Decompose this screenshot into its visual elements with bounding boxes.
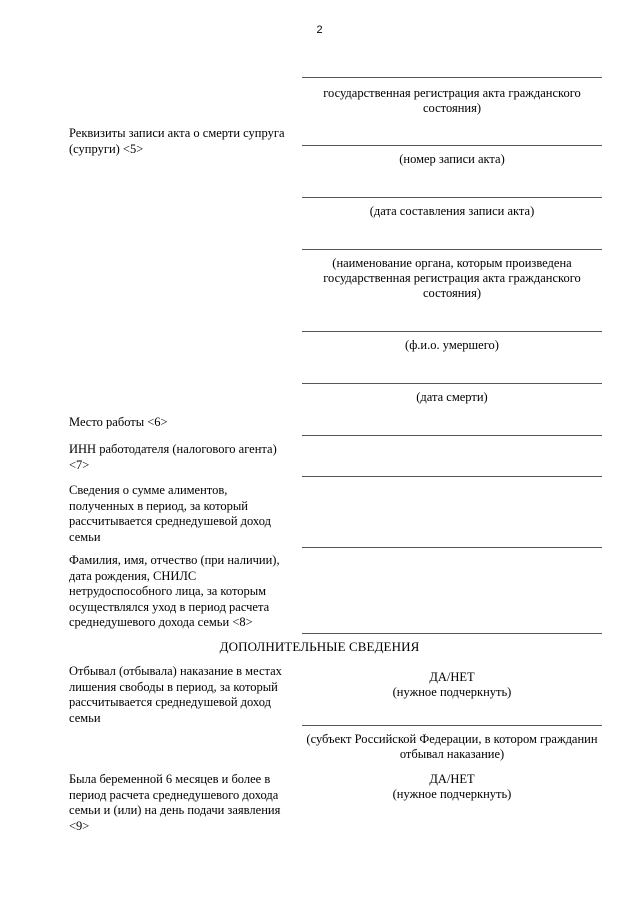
caption-record-date: (дата составления записи акта) [369,204,535,218]
yes-no-option-pregnancy[interactable]: ДА/НЕТ [429,772,475,786]
caption-underline-hint-pregnancy: (нужное подчеркнуть) [392,787,512,801]
label-workplace: Место работы <6> [69,415,168,429]
field-line-registration[interactable] [302,77,602,78]
label-pregnancy: Была беременной 6 месяцев и более в период расчета среднедушевого дохода семьи и (или) на день подачи заявления <9> [69,772,281,833]
label-disabled-person: Фамилия, имя, отчество (при наличии), дата рождения, СНИЛС нетрудоспособного лица, за которым осуществлялся уход в период расчета среднедушевого дохода семьи <8> [69,553,280,629]
caption-registration-continuation: государственная регистрация акта гражданского состояния) [323,86,581,115]
field-line-disabled-person[interactable] [302,633,602,634]
label-imprisonment: Отбывал (отбывала) наказание в местах лишения свободы в период, за который рассчитывается среднедушевой доход семьи [69,664,282,725]
field-line-federal-subject[interactable] [302,725,602,726]
caption-registry-office: (наименование органа, которым произведена государственная регистрация акта гражданского состояния) [323,256,581,300]
field-line-employer-inn[interactable] [302,476,602,477]
label-employer-inn: ИНН работодателя (налогового агента) <7> [69,442,277,472]
field-line-death-date[interactable] [302,383,602,384]
caption-federal-subject: (субъект Российской Федерации, в котором гражданин отбывал наказание) [306,732,598,761]
page-number: 2 [316,24,323,36]
section-title-additional-info: ДОПОЛНИТЕЛЬНЫЕ СВЕДЕНИЯ [219,639,420,654]
field-line-registry-office[interactable] [302,249,602,250]
caption-underline-hint-imprisonment: (нужное подчеркнуть) [392,685,512,699]
field-line-record-date[interactable] [302,197,602,198]
field-line-workplace[interactable] [302,435,602,436]
caption-death-date: (дата смерти) [416,390,488,404]
field-line-deceased-name[interactable] [302,331,602,332]
label-spouse-death-record: Реквизиты записи акта о смерти супруга (супруги) <5> [69,126,285,156]
caption-record-number: (номер записи акта) [399,152,505,166]
field-line-record-number[interactable] [302,145,602,146]
caption-deceased-name: (ф.и.о. умершего) [405,338,499,352]
field-line-alimony[interactable] [302,547,602,548]
yes-no-option-imprisonment[interactable]: ДА/НЕТ [429,670,475,684]
label-alimony: Сведения о сумме алиментов, полученных в период, за который рассчитывается среднедушевой доход семьи [69,483,271,544]
